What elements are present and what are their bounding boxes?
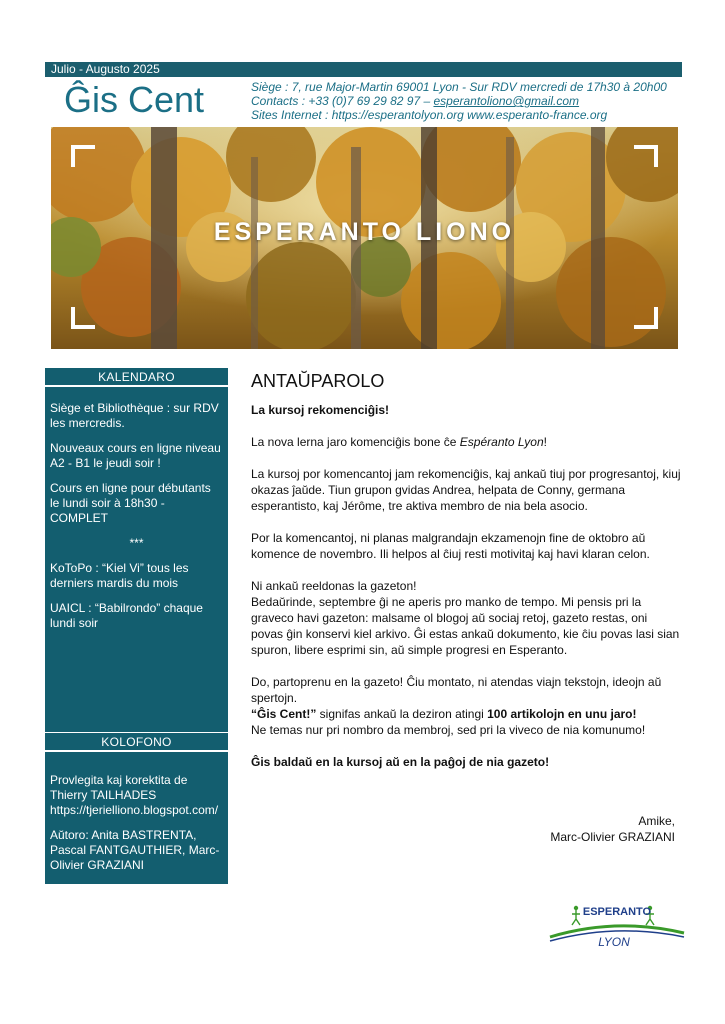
- colophon-proofread: Provlegita kaj korektita de Thierry TAILHADES https://tjerielliono.blogspot.com/: [50, 773, 219, 817]
- article-title: ANTAŬPAROLO: [251, 371, 385, 391]
- calendar-item: Cours en ligne pour débutants le lundi soir à 18h30 - COMPLET: [50, 481, 211, 525]
- article-closing: Ĝis baldaŭ en la kursoj aŭ en la paĝoj de nia gazeto!: [251, 755, 550, 769]
- paragraph-6: “Ĝis Cent!” signifas ankaŭ la deziron atingi 100 artikolojn en unu jaro!: [251, 707, 637, 721]
- paragraph-4-heading: Ni ankaŭ reeldonas la gazeton!: [251, 579, 417, 593]
- calendar-item: Nouveaux cours en ligne niveau A2 - B1 le jeudi soir !: [50, 441, 221, 470]
- paragraph-7: Ne temas nur pri nombro da membroj, sed pri la viveco de nia komunumo!: [251, 723, 646, 737]
- logo-top-text: ESPERANTO: [582, 906, 652, 918]
- calendar-item: Siège et Bibliothèque : sur RDV les mercredis.: [50, 401, 219, 430]
- calendar-heading: KALENDARO: [45, 368, 228, 387]
- logo-bottom-text: LYON: [598, 935, 630, 949]
- contact-block: [251, 80, 691, 122]
- phone-text: Contacts : +33 (0)7 69 29 82 97 –: [251, 94, 434, 108]
- calendar-separator: ***: [129, 536, 144, 550]
- paragraph-4: Bedaŭrinde, septembre ĝi ne aperis pro manko de tempo. Mi pensis pri la graveco havi gazeton: malsame ol blogoj aŭ sociaj retoj, gazeto restas, oni povas ĝin konservi kiel arkivo. Ĝi estas ankaŭ dokumento, kie ĉiu povas lasi sian spuron, libere esprimi sin, aŭ simple progresi en Esperanto.: [251, 595, 680, 657]
- esperanto-lyon-logo: [546, 899, 688, 951]
- article-lead: La kursoj rekomenciĝis!: [251, 403, 390, 417]
- signature-block: [550, 813, 675, 845]
- calendar-panel: [45, 368, 228, 732]
- address-line: Siège : 7, rue Major-Martin 69001 Lyon - Sur RDV mercredi de 17h30 à 20h00: [251, 80, 667, 94]
- paragraph-3: Por la komencantoj, ni planas malgrandajn ekzamenojn fine de oktobro aŭ komence de novembro. Ili helpos al ĉiuj resti motivitaj kaj havi klaran celon.: [251, 531, 650, 561]
- sites-line: Sites Internet : https://esperantolyon.org www.esperanto-france.org: [251, 108, 608, 122]
- colophon-body: [45, 752, 228, 873]
- paragraph-2: La kursoj por komencantoj jam rekomenciĝis, kaj ankaŭ tiuj por progresantoj, kiuj okazas ĵaŭde. Tiun grupon gvidas Andrea, helpata de Conny, germana esperantisto, kaj Jérôme, tre aktiva membro de nia bela asocio.: [251, 467, 681, 513]
- contact-line: [251, 94, 691, 108]
- newsletter-title: Ĝis Cent: [64, 79, 205, 120]
- paragraph-5: Do, partoprenu en la gazeto! Ĉiu montato, ni atendas viajn tekstojn, ideojn aŭ spertojn.: [251, 675, 662, 705]
- calendar-list: [45, 387, 228, 631]
- top-date-bar: [45, 62, 682, 77]
- email-link[interactable]: esperantoliono@gmail.com: [433, 94, 580, 108]
- banner-title: ESPERANTO LIONO: [213, 218, 516, 246]
- issue-date: Julio - Augusto 2025: [51, 62, 160, 76]
- editorial-article: [251, 370, 681, 786]
- calendar-item: KoToPo : “Kiel Vi” tous les derniers mardis du mois: [50, 561, 189, 590]
- logo-graphic: [546, 899, 688, 951]
- paragraph-1: La nova lerna jaro komenciĝis bone ĉe Espéranto Lyon!: [251, 435, 547, 449]
- colophon-authors: Aŭtoro: Anita BASTRENTA, Pascal FANTGAUTHIER, Marc-Olivier GRAZIANI: [50, 828, 220, 872]
- colophon-heading: KOLOFONO: [45, 733, 228, 752]
- author-name: Marc-Olivier GRAZIANI: [550, 830, 675, 844]
- club-name: Espéranto Lyon: [459, 435, 544, 449]
- calendar-item: UAICL : “Babilrondo” chaque lundi soir: [50, 601, 203, 630]
- greeting: Amike,: [638, 814, 675, 828]
- colophon-panel: [45, 733, 228, 884]
- autumn-forest-banner: [51, 127, 678, 349]
